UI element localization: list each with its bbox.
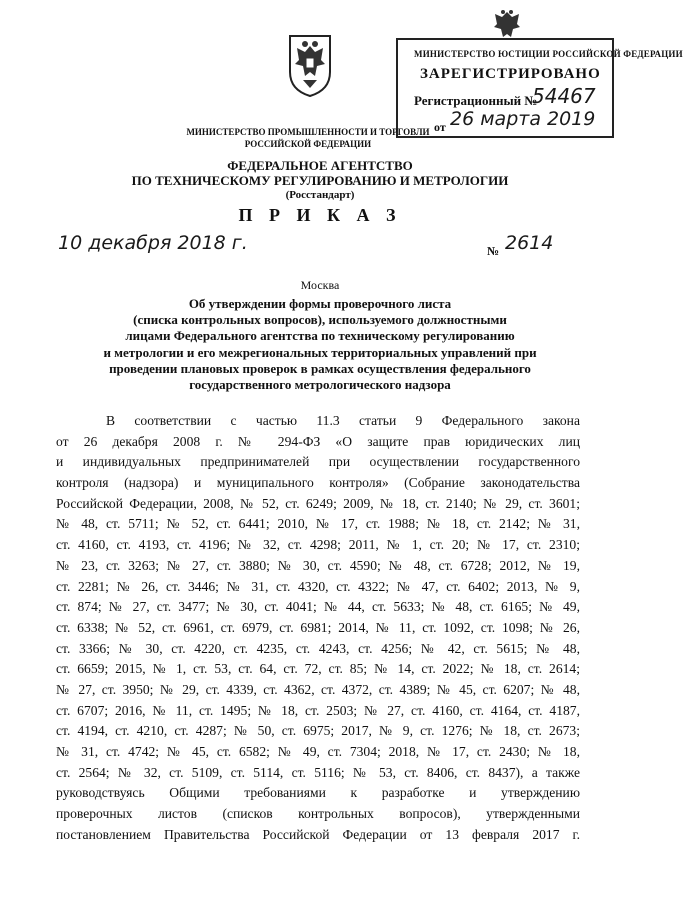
body-line: постановлением Правительства Российской Федерации от 13 февраля 2017 г. <box>56 826 580 842</box>
title-line: Об утверждении формы проверочного листа <box>188 296 452 311</box>
coat-of-arms-emblem-icon <box>285 32 335 98</box>
body-line: ст. 4160, ст. 4193, ст. 4196; № 32, ст. 4298; 2011, № 1, ст. 20; № 17, ст. 2310; <box>56 537 580 553</box>
body-line: ст. 6659; 2015, № 1, ст. 53, ст. 64, ст. 72, ст. 85; № 14, ст. 2022; № 18, ст. 2614; <box>56 661 580 677</box>
agency-name-line1: ФЕДЕРАЛЬНОЕ АГЕНТСТВО <box>227 158 413 173</box>
body-line: ст. 4194, ст. 4210, ст. 4287; № 50, ст. 6975; 2017, № 9, ст. 1276; № 18, ст. 2673; <box>56 723 580 739</box>
body-line: проверочных листов (списков контрольных вопросов), утвержденными <box>56 806 580 822</box>
body-line: ст. 3366; № 30, ст. 4220, ст. 4235, ст. 4243, ст. 4256; № 42, ст. 5615; № 48, <box>56 640 580 656</box>
title-line: лицами Федерального агентства по техническому регулированию <box>125 328 515 344</box>
document-type-heading: П Р И К А З <box>238 205 402 225</box>
body-line: № 31, ст. 4742; № 45, ст. 6582; № 49, ст. 7304; 2018, № 17, ст. 2430; № 18, <box>56 744 580 759</box>
body-line: ст. 2564; № 32, ст. 5109, ст. 5114, ст. 5116; № 53, ст. 8406, ст. 8437), а также <box>56 764 580 780</box>
body-line: руководствуясь Общими требованиями к разработке и утверждению <box>56 785 580 801</box>
body-line: № 48, ст. 5711; № 52, ст. 6441; 2010, № 17, ст. 1988; № 18, ст. 2142; № 31, <box>56 516 580 532</box>
stamp-date-value: 26 марта 2019 <box>450 108 596 130</box>
order-city: Москва <box>300 278 340 292</box>
order-number-label: № <box>487 244 500 258</box>
order-number: 2614 <box>505 232 554 254</box>
title-line: и метрологии и его межрегиональных территориальных управлений при <box>103 344 537 360</box>
body-line: контроля (надзора) и муниципального контроля» (Собрание законодательства <box>56 475 580 491</box>
ministry-name-line2: РОССИЙСКОЙ ФЕДЕРАЦИИ <box>244 139 372 149</box>
stamp-regnum-value: 54467 <box>532 84 596 108</box>
title-line: (списка контрольных вопросов), используемого должностными <box>133 312 507 328</box>
body-line: и индивидуальных предпринимателей при осуществлении государственного <box>56 454 580 470</box>
stamp-regnum-label: Регистрационный № <box>414 93 538 108</box>
body-line: Российской Федерации, 2008, № 52, ст. 6249; 2009, № 18, ст. 2140; № 29, ст. 3601; <box>56 495 580 511</box>
agency-short-name: (Росстандарт) <box>285 189 355 201</box>
body-line: ст. 2281; № 26, ст. 3446; № 31, ст. 4320, ст. 4322; № 47, ст. 6402; 2013, № 9, <box>56 578 580 594</box>
body-line: от 26 декабря 2008 г. № 294-ФЗ «О защите прав юридических лиц <box>56 433 580 449</box>
body-line: В соответствии с частью 11.3 статьи 9 Федерального закона <box>106 413 580 428</box>
body-line: ст. 874; № 27, ст. 3477; № 30, ст. 4041; № 44, ст. 5633; № 48, ст. 6165; № 49, <box>56 599 580 615</box>
order-title <box>20 296 620 393</box>
body-line: ст. 6707; 2016, № 11, ст. 1495; № 18, ст. 2503; № 27, ст. 4160, ст. 4164, ст. 4187, <box>56 702 580 718</box>
title-line: государственного метрологического надзора <box>189 377 451 393</box>
body-line: № 27, ст. 3950; № 29, ст. 4339, ст. 4362, ст. 4372, ст. 4389; № 45, ст. 6207; № 48, <box>56 681 580 697</box>
body-line: № 23, ст. 3263; № 27, ст. 3880; № 30, ст. 4590; № 48, ст. 6728; 2012, № 19, <box>56 557 580 573</box>
order-date: 10 декабря 2018 г. <box>58 232 248 254</box>
stamp-registered-label: ЗАРЕГИСТРИРОВАНО <box>420 66 601 82</box>
order-body-text <box>56 411 580 845</box>
stamp-emblem-icon <box>490 8 524 42</box>
title-line: проведении плановых проверок в рамках осуществления федерального <box>109 360 531 376</box>
body-line: ст. 6338; № 52, ст. 6961, ст. 6979, ст. 6981; 2014, № 11, ст. 1092, ст. 1098; № 26, <box>56 619 580 635</box>
ministry-name-line1: МИНИСТЕРСТВО ПРОМЫШЛЕННОСТИ И ТОРГОВЛИ <box>186 127 430 137</box>
stamp-date-prefix: от <box>434 120 446 134</box>
stamp-ministry-label: МИНИСТЕРСТВО ЮСТИЦИИ РОССИЙСКОЙ ФЕДЕРАЦИИ <box>414 49 683 59</box>
agency-name-line2: ПО ТЕХНИЧЕСКОМУ РЕГУЛИРОВАНИЮ И МЕТРОЛОГИИ <box>131 173 509 188</box>
